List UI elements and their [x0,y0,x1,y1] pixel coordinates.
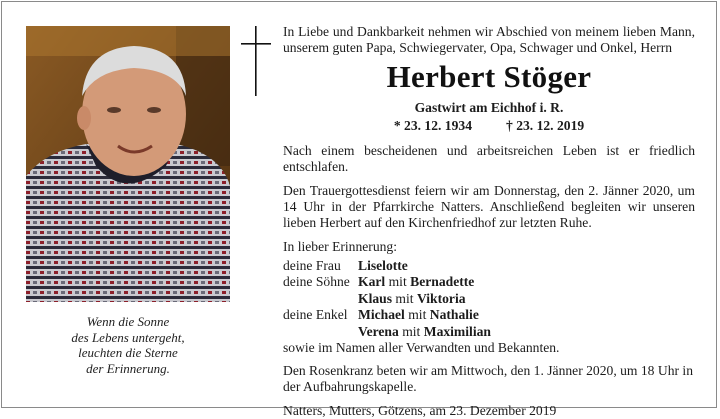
partner-name: Bernadette [410,274,475,290]
son-name: Karl [358,274,386,290]
with-word: mit [395,290,414,306]
with-word: mit [408,307,427,323]
verse-line-4: der Erinnerung. [86,360,170,376]
cross-icon [241,26,271,96]
with-word: mit [388,274,407,290]
birth-date: * 23. 12. 1934 [393,118,472,133]
family-row-grandchild-1 [283,307,695,323]
family-row-son-1 [283,274,695,290]
with-word: mit [402,323,421,339]
wife-label: deine Frau [283,258,341,273]
notice-text [283,24,695,419]
family-row-wife [283,258,695,274]
rosary-text: Den Rosenkranz beten wir am Mittwoch, den 1. Jänner 2020, um 18 Uhr in der Aufbahrungskapelle. [283,363,693,395]
deceased-name: Herbert Stöger [386,59,592,94]
partner-name: Nathalie [429,307,479,323]
life-dates [283,118,695,134]
intro-text: In Liebe und Dankbarkeit nehmen wir Abschied von meinem lieben Mann, unserem guten Papa, Schwiegervater, Opa, Schwager und Onkel, Herrn [283,24,695,55]
occupation: Gastwirt am Eichhof i. R. [414,100,564,115]
partner-name: Maximilian [423,323,491,339]
relatives-line: sowie im Namen aller Verwandten und Bekannten. [283,340,560,356]
verse-line-2: des Lebens untergeht, [71,329,185,345]
family-list [283,258,695,340]
son-name: Klaus [358,290,392,306]
memorial-verse [28,314,228,376]
death-date: † 23. 12. 2019 [506,118,585,133]
grandchild-name: Michael [358,307,405,323]
wife-name: Liselotte [358,258,408,273]
portrait-photo [26,26,230,302]
verse-line-1: Wenn die Sonne [86,314,170,329]
partner-name: Viktoria [416,290,466,306]
paragraph-passing: Nach einem bescheidenen und arbeitsreichen Leben ist er friedlich entschlafen. [283,143,695,174]
memory-heading: In lieber Erinnerung: [283,239,397,254]
paragraph-funeral: Den Trauergottesdienst feiern wir am Donnerstag, den 2. Jänner 2020, um 14 Uhr in der Pfarrkirche Natters. Anschließend begleiten wir unseren lieben Herbert auf den Kirchenfriedhof zur letzten Ruhe. [283,183,695,230]
family-row-son-2 [283,291,695,307]
sons-label: deine Söhne [283,274,350,290]
place-date: Natters, Mutters, Götzens, am 23. Dezember 2019 [283,403,557,419]
grandchildren-label: deine Enkel [283,307,348,323]
grandchild-name: Verena [358,323,399,339]
family-row-grandchild-2 [283,324,695,340]
verse-line-3: leuchten die Sterne [78,345,178,360]
